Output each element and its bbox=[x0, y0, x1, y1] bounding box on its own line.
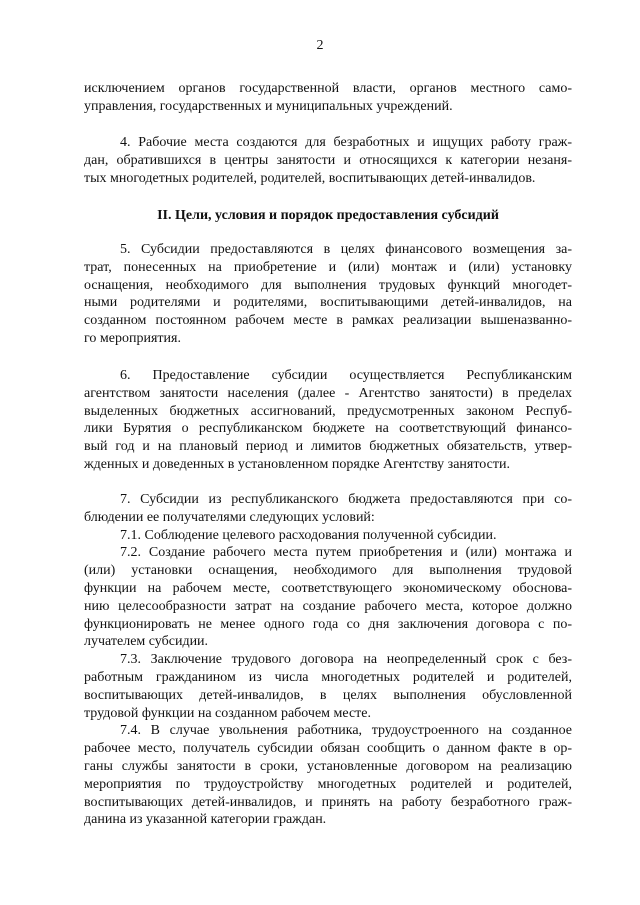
text-line: 7.1. Соблюдение целевого расходования полученной субсидии. bbox=[120, 527, 497, 543]
text-line: агентством занятости населения (далее - Агентство занятости) в пределах bbox=[84, 385, 572, 401]
text-line: лики Бурятия о республиканском бюджете на соответствующий финансо- bbox=[84, 421, 572, 437]
paragraph-7 bbox=[84, 491, 572, 829]
text-line: 7. Субсидии из республиканского бюджета предоставляются при со- bbox=[120, 492, 572, 507]
text-line: блюдении ее получателями следующих условий: bbox=[84, 509, 375, 525]
text-line: 6. Предоставление субсидии осуществляется Республиканским bbox=[120, 368, 572, 383]
section-heading: II. Цели, условия и порядок предоставления субсидий bbox=[157, 208, 499, 223]
text-line: рабочее место, получатель субсидии обязан сообщить о данном факте в ор- bbox=[84, 741, 572, 757]
text-line: го мероприятия. bbox=[84, 330, 181, 346]
text-line: воспитывающих детей-инвалидов, и принять на работу безработного граж- bbox=[84, 794, 572, 810]
text-line: трат, понесенных на приобретение и (или) монтаж и (или) установку bbox=[84, 259, 572, 275]
paragraph-continuation bbox=[84, 80, 572, 116]
text-line: созданном постоянном рабочем месте в рамках реализации вышеназванно- bbox=[84, 313, 572, 329]
text-line: 7.2. Создание рабочего места путем приобретения и (или) монтажа и bbox=[120, 545, 572, 561]
text-line: исключением органов государственной власти, органов местного само- bbox=[84, 81, 572, 96]
text-line: 5. Субсидии предоставляются в целях финансового возмещения за- bbox=[120, 242, 572, 257]
text-line: (или) установки оснащения, необходимого для выполнения трудовой bbox=[84, 563, 572, 579]
text-line: функционировать не менее одного года со дня заключения договора с по- bbox=[84, 616, 572, 632]
text-line: воспитывающих детей-инвалидов, в целях выполнения обусловленной bbox=[84, 687, 572, 703]
text-line: 7.4. В случае увольнения работника, трудоустроенного на созданное bbox=[120, 723, 572, 739]
text-line: управления, государственных и муниципальных учреждений. bbox=[84, 98, 453, 114]
text-line: данина из указанной категории граждан. bbox=[84, 812, 327, 828]
text-line: жденных и доведенных в установленном порядке Агентству занятости. bbox=[84, 456, 510, 472]
text-line: ганы службы занятости в сроки, установленные договором на реализацию bbox=[84, 758, 572, 774]
text-line: дан, обратившихся в центры занятости и относящихся к категории незаня- bbox=[84, 152, 572, 168]
paragraph-6 bbox=[84, 367, 572, 474]
text-line: оснащения, необходимого для выполнения трудовых функций многодет- bbox=[84, 277, 572, 293]
paragraph-5 bbox=[84, 241, 572, 348]
text-line: 7.3. Заключение трудового договора на неопределенный срок с без- bbox=[120, 652, 572, 668]
text-line: лучателем субсидии. bbox=[84, 634, 209, 650]
text-line: вый год и на плановый период и лимитов бюджетных обязательств, утвер- bbox=[84, 439, 572, 455]
text-line: нию целесообразности затрат на создание рабочего места, которое должно bbox=[84, 598, 572, 614]
text-line: функции на рабочем месте, соответствующего экономическому обоснова- bbox=[84, 580, 572, 596]
text-line: трудовой функции на созданном рабочем месте. bbox=[84, 705, 372, 721]
text-line: выделенных бюджетных ассигнований, предусмотренных законом Респуб- bbox=[84, 403, 572, 419]
text-line: 4. Рабочие места создаются для безработных и ищущих работу граж- bbox=[120, 135, 572, 150]
page-number: 2 bbox=[316, 38, 324, 53]
paragraph-4 bbox=[84, 134, 572, 187]
text-line: мероприятия по трудоустройству многодетных родителей и родителей, bbox=[84, 776, 572, 792]
text-line: ными родителями и родителями, воспитывающими детей-инвалидов, на bbox=[84, 295, 572, 311]
text-line: работным гражданином из числа многодетных родителей и родителей, bbox=[84, 669, 572, 685]
text-line: тых многодетных родителей, родителей, воспитывающих детей-инвалидов. bbox=[84, 170, 536, 186]
